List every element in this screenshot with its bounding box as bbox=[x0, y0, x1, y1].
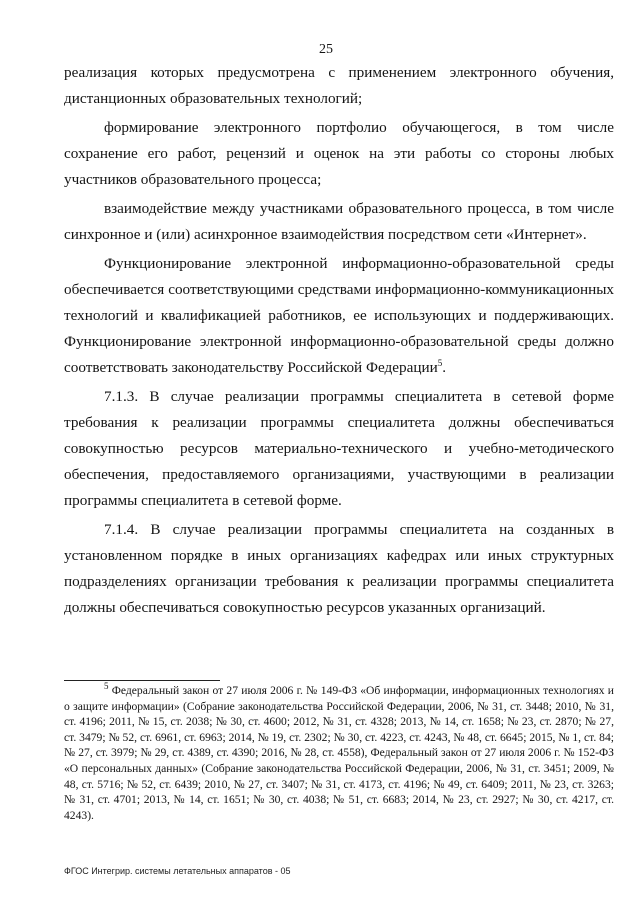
paragraph-2: формирование электронного портфолио обучающегося, в том числе сохранение его работ, рецензий и оценок на эти работы со стороны любых участников образовательного процесса; bbox=[64, 119, 614, 188]
footnote-marker: 5 bbox=[104, 681, 109, 692]
paragraph-5: 7.1.3. В случае реализации программы специалитета в сетевой форме требования к реализации программы специалитета должны обеспечиваться совокупностью ресурсов материально-технического и учебно-методического обеспечения, предоставляемого организациями, участвующими в реализации программы специалитета в сетевой форме. bbox=[64, 388, 614, 509]
paragraph-3: взаимодействие между участниками образовательного процесса, в том числе синхронное и (или) асинхронное взаимодействия посредством сети «Интернет». bbox=[64, 200, 614, 243]
footnote bbox=[64, 683, 614, 823]
footnote-text: Федеральный закон от 27 июля 2006 г. № 149-ФЗ «Об информации, информационных технологиях и о защите информации» (Собрание законодательства Российской Федерации, 2006, № 31, ст. 3448; 2010, № 31, ст. 4196; 2011, № 15, ст. 2038; № 30, ст. 4600; 2012, № 31, ст. 4328; 2013, № 14, ст. 1658; № 23, ст. 2870; № 27, ст. 3479; № 52, ст. 6961, ст. 6963; 2014, № 19, ст. 2302; № 30, ст. 4223, ст. 4243, № 48, ст. 6645; 2015, № 1, ст. 84; № 27, ст. 3979; № 29, ст. 4389, ст. 4390; 2016, № 28, ст. 4558), Федеральный закон от 27 июля 2006 г. № 152-ФЗ «О персональных данных» (Собрание законодательства Российской Федерации, 2006, № 31, ст. 3451; 2009, № 48, ст. 5716; № 52, ст. 6439; 2010, № 27, ст. 3407; № 31, ст. 4173, ст. 4196; № 49, ст. 6409; 2011, № 23, ст. 3263; № 31, ст. 4701; 2013, № 14, ст. 1651; № 30, ст. 4038; № 51, ст. 6683; 2014, № 23, ст. 2927; № 30, ст. 4217, ст. 4243). bbox=[64, 684, 614, 822]
page-number: 25 bbox=[319, 42, 333, 57]
footnote-reference: 5 bbox=[437, 357, 443, 368]
footnote-divider bbox=[64, 680, 220, 681]
main-text bbox=[64, 60, 614, 624]
paragraph-1: реализация которых предусмотрена с применением электронного обучения, дистанционных образовательных технологий; bbox=[64, 64, 614, 107]
document-footer: ФГОС Интегрир. системы летательных аппаратов - 05 bbox=[64, 866, 291, 876]
paragraph-4-text: Функционирование электронной информационно-образовательной среды обеспечивается соответствующими средствами информационно-коммуникационных технологий и квалификацией работников, ее использующих и поддерживающих. Функционирование электронной информационно-образовательной среды должно соответствовать законодательству Российской Федерации bbox=[64, 255, 614, 376]
paragraph-6: 7.1.4. В случае реализации программы специалитета на созданных в установленном порядке в иных организациях кафедрах или иных структурных подразделениях организации требования к реализации программы специалитета должны обеспечиваться совокупностью ресурсов указанных организаций. bbox=[64, 521, 614, 616]
paragraph-4: Функционирование электронной информационно-образовательной среды обеспечивается соответствующими средствами информационно-коммуникационных технологий и квалификацией работников, ее использующих и поддерживающих. Функционирование электронной информационно-образовательной среды должно соответствовать законодательству Российской Федерации$^5$. bbox=[64, 255, 614, 376]
